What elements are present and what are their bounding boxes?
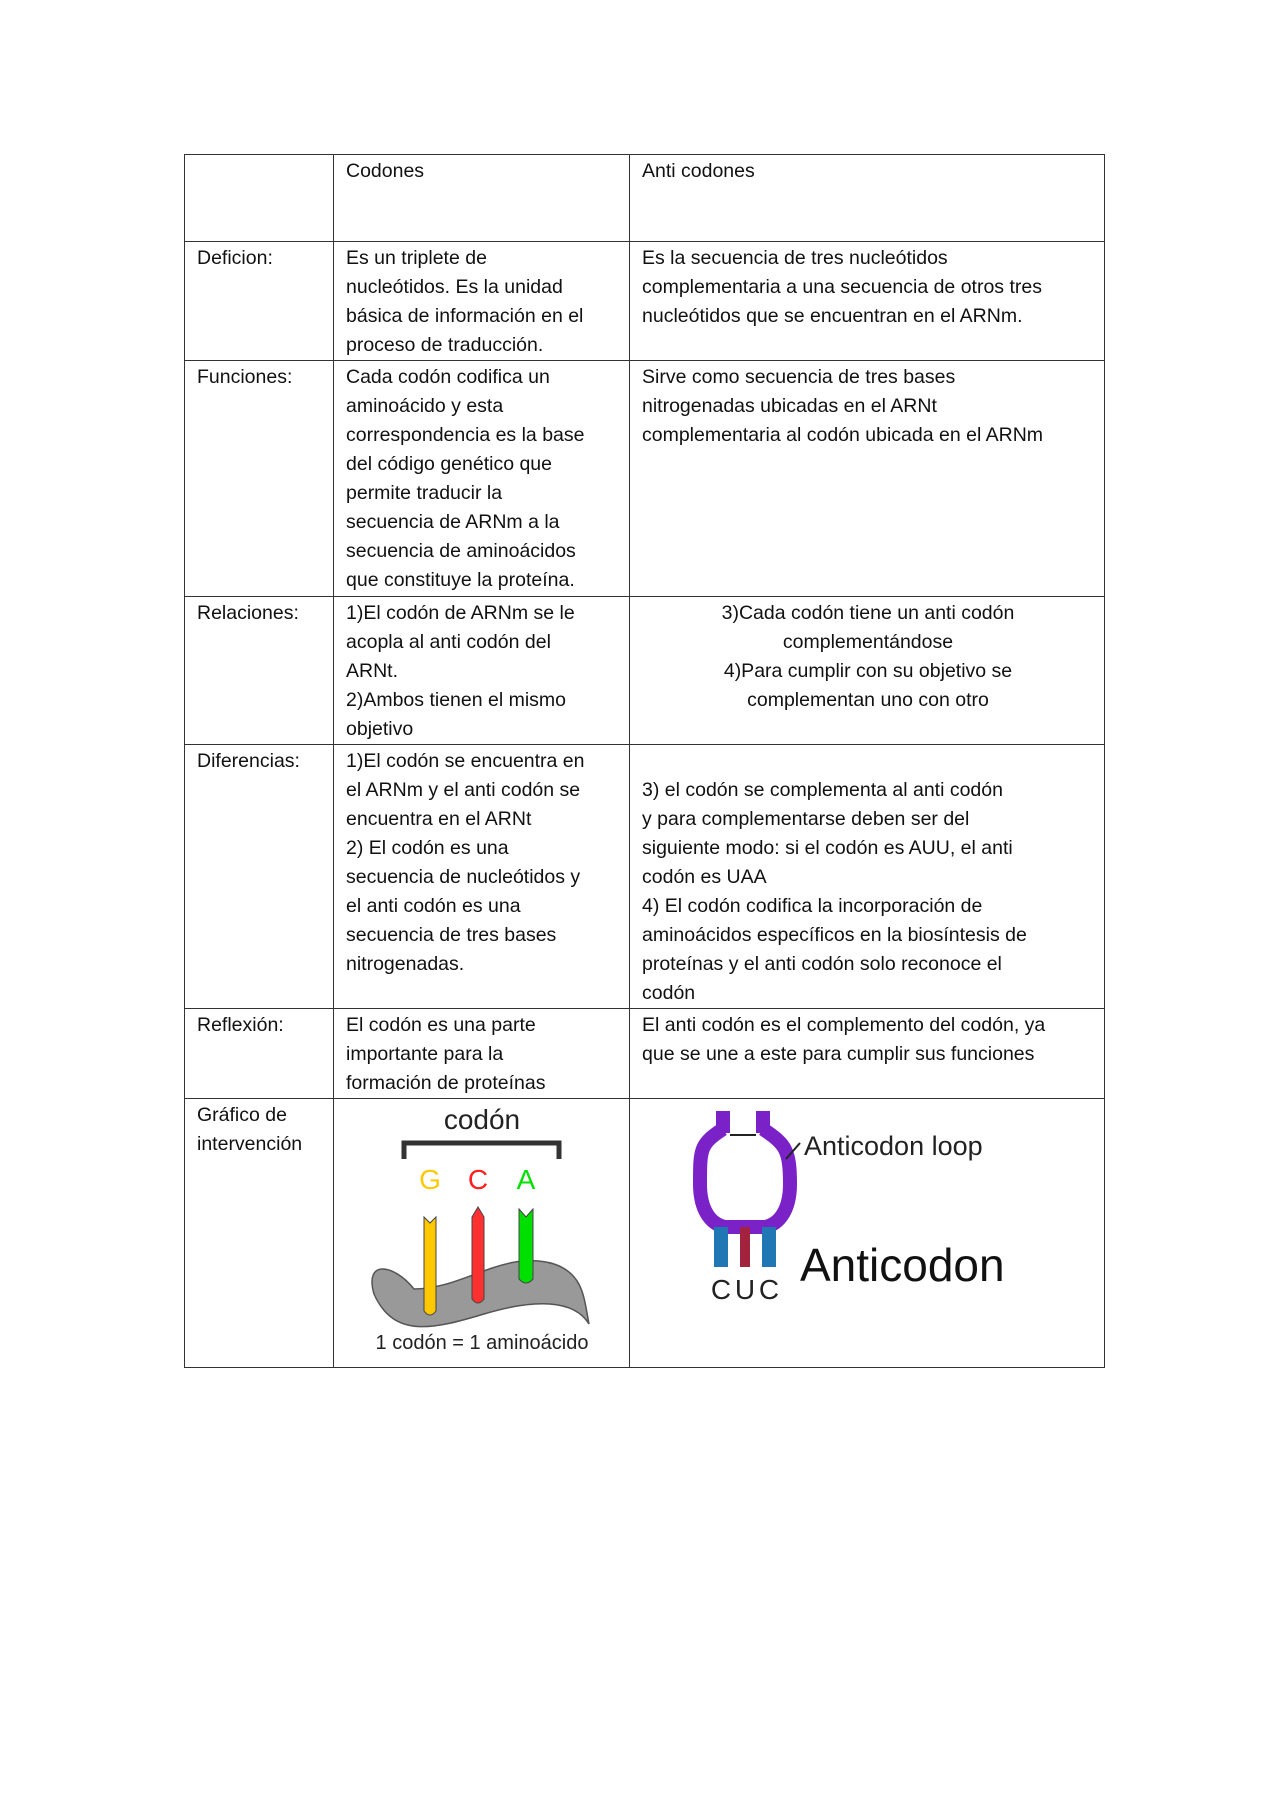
codones-cell <box>334 361 630 597</box>
text-line: nitrogenadas. <box>346 953 465 975</box>
text-line: aminoácido y esta <box>346 395 504 417</box>
text-line: ARNt. <box>346 660 399 682</box>
anticodones-cell <box>630 597 1105 745</box>
text-line: nucleótidos. Es la unidad <box>346 276 563 298</box>
anticodones-cell <box>630 242 1105 361</box>
text-line: 2)Ambos tienen el mismo <box>346 689 567 711</box>
header-empty-cell <box>185 155 334 242</box>
codon-figure-cell <box>334 1099 630 1368</box>
text-line: El codón es una parte <box>346 1014 536 1036</box>
text-line: el ARNm y el anti codón se <box>346 779 581 801</box>
base-a: A <box>516 1164 536 1195</box>
text-line: objetivo <box>346 718 414 740</box>
header-label: Codones <box>346 160 425 182</box>
row-label: Relaciones: <box>185 597 334 745</box>
text-line: Sirve como secuencia de tres bases <box>642 366 956 388</box>
text-line: permite traducir la <box>346 482 503 504</box>
anticodones-cell <box>630 745 1105 1009</box>
anticodon-label: Anticodon <box>800 1239 1005 1291</box>
base-label-c2: C <box>758 1274 780 1305</box>
row-label: Deficion: <box>185 242 334 361</box>
bracket-icon <box>404 1143 559 1159</box>
text-line: complementándose <box>782 631 954 653</box>
anticodon-loop-icon <box>700 1129 790 1227</box>
text-line: acopla al anti codón del <box>346 631 551 653</box>
text-line: Es la secuencia de tres nucleótidos <box>642 247 948 269</box>
text-line: complementaria a una secuencia de otros tres <box>642 276 1042 298</box>
text-line: correspondencia es la base <box>346 424 585 446</box>
text-line: Cada codón codifica un <box>346 366 550 388</box>
text-line: 1)El codón se encuentra en <box>346 750 585 772</box>
row-label: Funciones: <box>185 361 334 597</box>
text-line: complementaria al codón ubicada en el ARNm <box>642 424 1044 446</box>
anticodon-loop-label: Anticodon loop <box>804 1131 983 1161</box>
text-line: aminoácidos específicos en la biosíntesis de <box>642 924 1027 946</box>
text-line: Gráfico de <box>197 1104 287 1126</box>
text-line: nitrogenadas ubicadas en el ARNt <box>642 395 937 417</box>
text-line: del código genético que <box>346 453 552 475</box>
row-label <box>185 1099 334 1368</box>
codones-cell <box>334 745 630 1009</box>
text-line: complementan uno con otro <box>747 689 989 711</box>
base-stick-a <box>519 1209 533 1283</box>
base-bar-c2 <box>762 1227 776 1267</box>
text-line: secuencia de aminoácidos <box>346 540 576 562</box>
text-line: nucleótidos que se encuentran en el ARNm. <box>642 305 1023 327</box>
text-line: importante para la <box>346 1043 504 1065</box>
text-line: proteínas y el anti codón solo reconoce el <box>642 953 1002 975</box>
header-anticodones <box>630 155 1105 242</box>
table-row <box>185 242 1105 361</box>
base-c: C <box>467 1164 489 1195</box>
codon-caption: 1 codón = 1 aminoácido <box>375 1332 589 1354</box>
header-codones <box>334 155 630 242</box>
text-line: Es un triplete de <box>346 247 487 269</box>
text-line: codón es UAA <box>642 866 767 888</box>
base-bar-c1 <box>714 1227 728 1267</box>
text-line: encuentra en el ARNt <box>346 808 532 830</box>
codones-cell <box>334 597 630 745</box>
codones-cell <box>334 1009 630 1099</box>
text-line: 3) el codón se complementa al anti codón <box>642 779 1003 801</box>
text-line: que constituye la proteína. <box>346 569 575 591</box>
codon-comparison-table <box>184 154 1105 1368</box>
text-line: 3)Cada codón tiene un anti codón <box>721 602 1015 624</box>
table-row <box>185 745 1105 1009</box>
text-line: El anti codón es el complemento del codón, ya <box>642 1014 1046 1036</box>
anticodones-cell <box>630 1009 1105 1099</box>
text-line: secuencia de nucleótidos y <box>346 866 581 888</box>
base-bar-u <box>740 1227 750 1267</box>
text-line: siguiente modo: si el codón es AUU, el anti <box>642 837 1013 859</box>
table-row <box>185 361 1105 597</box>
row-label: Diferencias: <box>185 745 334 1009</box>
base-stick-g <box>424 1217 436 1315</box>
anticodones-cell <box>630 361 1105 597</box>
text-line: 4)Para cumplir con su objetivo se <box>723 660 1013 682</box>
text-line: y para complementarse deben ser del <box>642 808 970 830</box>
table-row <box>185 597 1105 745</box>
text-line: secuencia de tres bases <box>346 924 557 946</box>
text-line: el anti codón es una <box>346 895 521 917</box>
text-line: proceso de traducción. <box>346 334 544 356</box>
anticodon-figure-cell <box>630 1099 1105 1368</box>
row-label: Reflexión: <box>185 1009 334 1099</box>
anticodon-figure <box>630 1099 1104 1358</box>
text-line: 2) El codón es una <box>346 837 509 859</box>
header-label: Anti codones <box>642 160 755 182</box>
text-line: intervención <box>197 1133 303 1155</box>
base-label-u: U <box>734 1274 756 1305</box>
text-line: que se une a este para cumplir sus funciones <box>642 1043 1035 1065</box>
text-line: 1)El codón de ARNm se le <box>346 602 575 624</box>
base-label-c1: C <box>710 1274 732 1305</box>
base-stick-c <box>472 1207 484 1303</box>
codones-cell <box>334 242 630 361</box>
table-row <box>185 1009 1105 1099</box>
blank-line <box>642 747 1094 776</box>
text-line: 4) El codón codifica la incorporación de <box>642 895 983 917</box>
base-g: G <box>419 1164 441 1195</box>
text-line: básica de información en el <box>346 305 584 327</box>
graphic-row <box>185 1099 1105 1368</box>
text-line: formación de proteínas <box>346 1072 546 1094</box>
text-line: secuencia de ARNm a la <box>346 511 560 533</box>
codon-figure <box>334 1099 630 1358</box>
text-line: codón <box>642 982 696 1004</box>
codon-title: codón <box>443 1104 521 1135</box>
table-header-row <box>185 155 1105 242</box>
